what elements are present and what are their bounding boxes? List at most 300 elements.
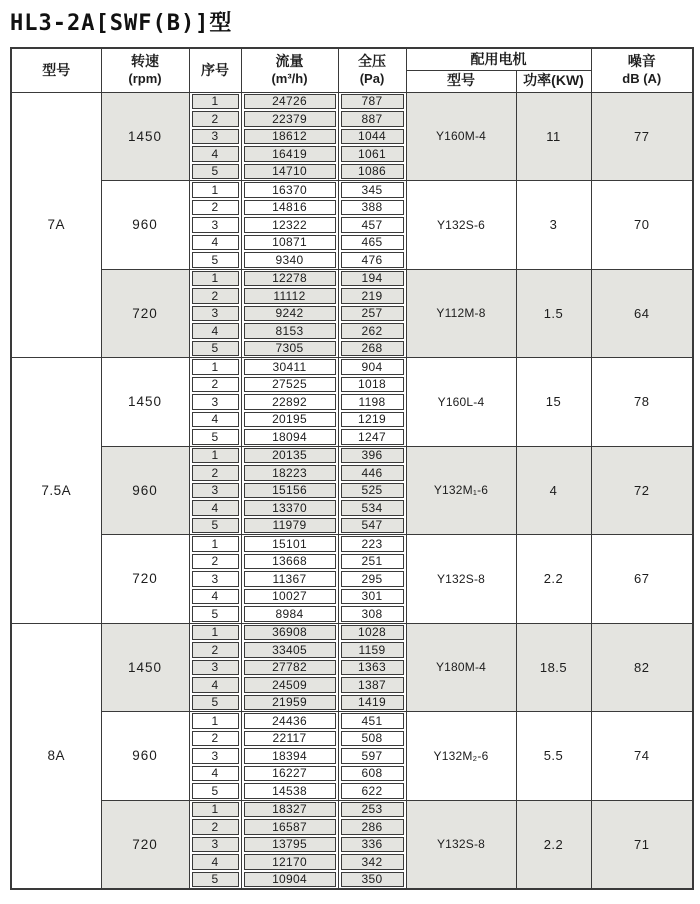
flow-cell-value: 18223 [244, 465, 336, 481]
pressure-cell [338, 128, 406, 146]
flow-cell [241, 393, 338, 411]
pressure-cell [338, 765, 406, 783]
flow-cell [241, 853, 338, 871]
header-flow-line2: (m³/h) [271, 70, 308, 86]
pressure-cell-value: 608 [341, 766, 404, 782]
pressure-cell-value: 1028 [341, 625, 404, 641]
header-pressure [338, 48, 406, 92]
pressure-cell-value: 1198 [341, 394, 404, 410]
flow-cell [241, 535, 338, 553]
header-flow [241, 48, 338, 92]
serial-cell-value: 1 [192, 448, 239, 464]
serial-cell [189, 517, 241, 535]
pressure-cell [338, 694, 406, 712]
serial-cell-value: 4 [192, 677, 239, 693]
serial-cell-value: 5 [192, 872, 239, 888]
flow-cell-value: 18094 [244, 429, 336, 445]
pressure-cell-value: 342 [341, 854, 404, 870]
pressure-cell [338, 553, 406, 571]
serial-cell [189, 393, 241, 411]
pressure-cell-value: 1247 [341, 429, 404, 445]
motor-power-cell: 5.5 [516, 712, 591, 801]
pressure-cell [338, 234, 406, 252]
serial-cell-value: 2 [192, 819, 239, 835]
flow-cell [241, 464, 338, 482]
flow-cell [241, 411, 338, 429]
pressure-cell [338, 535, 406, 553]
flow-cell [241, 322, 338, 340]
serial-cell-value: 1 [192, 359, 239, 375]
flow-cell-value: 27782 [244, 660, 336, 676]
pressure-cell-value: 1387 [341, 677, 404, 693]
pressure-cell-value: 1044 [341, 129, 404, 145]
serial-cell-value: 3 [192, 837, 239, 853]
flow-cell [241, 340, 338, 358]
flow-cell-value: 36908 [244, 625, 336, 641]
serial-cell-value: 1 [192, 182, 239, 198]
pressure-cell [338, 110, 406, 128]
flow-cell [241, 694, 338, 712]
serial-cell-value: 2 [192, 554, 239, 570]
spec-row [11, 181, 693, 199]
pressure-cell [338, 588, 406, 606]
flow-cell [241, 234, 338, 252]
noise-cell: 72 [591, 446, 693, 535]
pressure-cell-value: 1419 [341, 695, 404, 711]
pressure-cell [338, 199, 406, 217]
model-cell: 8A [11, 623, 101, 889]
pressure-cell [338, 853, 406, 871]
header-speed-line1: 转速 [131, 53, 159, 70]
header-noise-line1: 噪音 [627, 53, 656, 70]
motor-model-cell: Y112M-8 [406, 269, 516, 358]
flow-cell-value: 13370 [244, 500, 336, 516]
noise-cell: 82 [591, 623, 693, 712]
serial-cell [189, 871, 241, 890]
flow-cell [241, 199, 338, 217]
flow-cell-value: 9340 [244, 252, 336, 268]
flow-cell-value: 24726 [244, 94, 336, 110]
flow-cell [241, 747, 338, 765]
serial-cell-value: 5 [192, 252, 239, 268]
serial-cell [189, 110, 241, 128]
serial-cell [189, 712, 241, 730]
serial-cell [189, 128, 241, 146]
noise-cell: 77 [591, 92, 693, 181]
spec-row [11, 92, 693, 110]
serial-cell [189, 411, 241, 429]
pressure-cell [338, 376, 406, 394]
flow-cell-value: 15101 [244, 536, 336, 552]
pressure-cell [338, 641, 406, 659]
serial-cell [189, 251, 241, 269]
pressure-cell-value: 336 [341, 837, 404, 853]
motor-model-cell: Y132M₁-6 [406, 446, 516, 535]
flow-cell [241, 553, 338, 571]
serial-cell-value: 2 [192, 377, 239, 393]
pressure-cell-value: 597 [341, 748, 404, 764]
flow-cell-value: 16419 [244, 146, 336, 162]
flow-cell-value: 7305 [244, 341, 336, 357]
flow-cell [241, 605, 338, 623]
pressure-cell-value: 223 [341, 536, 404, 552]
serial-cell [189, 853, 241, 871]
pressure-cell [338, 340, 406, 358]
flow-cell [241, 216, 338, 234]
pressure-cell [338, 393, 406, 411]
pressure-cell [338, 605, 406, 623]
serial-cell-value: 3 [192, 394, 239, 410]
flow-cell-value: 8153 [244, 323, 336, 339]
spec-row [11, 446, 693, 464]
pressure-cell-value: 508 [341, 731, 404, 747]
pressure-cell-value: 350 [341, 872, 404, 888]
serial-cell-value: 4 [192, 589, 239, 605]
motor-model-cell: Y180M-4 [406, 623, 516, 712]
motor-model-cell: Y132S-8 [406, 800, 516, 889]
pressure-cell [338, 145, 406, 163]
spec-row [11, 800, 693, 818]
flow-cell-value: 18394 [244, 748, 336, 764]
serial-cell [189, 659, 241, 677]
pressure-cell-value: 262 [341, 323, 404, 339]
pressure-cell [338, 836, 406, 854]
header-motor-power [516, 70, 591, 92]
serial-cell [189, 499, 241, 517]
flow-cell-value: 22379 [244, 111, 336, 127]
pressure-cell [338, 800, 406, 818]
flow-cell [241, 836, 338, 854]
noise-cell: 70 [591, 181, 693, 270]
flow-cell-value: 16587 [244, 819, 336, 835]
noise-cell: 67 [591, 535, 693, 624]
pressure-cell [338, 163, 406, 181]
rpm-cell: 720 [101, 800, 189, 889]
serial-cell-value: 1 [192, 625, 239, 641]
model-cell: 7A [11, 92, 101, 358]
serial-cell [189, 145, 241, 163]
serial-cell-value: 4 [192, 500, 239, 516]
pressure-cell-value: 904 [341, 359, 404, 375]
flow-cell-value: 30411 [244, 359, 336, 375]
rpm-cell: 1450 [101, 623, 189, 712]
pressure-cell-value: 534 [341, 500, 404, 516]
flow-cell [241, 659, 338, 677]
serial-cell [189, 305, 241, 323]
serial-cell [189, 287, 241, 305]
motor-model-cell: Y160L-4 [406, 358, 516, 447]
spec-row [11, 623, 693, 641]
pressure-cell [338, 428, 406, 446]
pressure-cell-value: 301 [341, 589, 404, 605]
serial-cell [189, 269, 241, 287]
flow-cell [241, 482, 338, 500]
pressure-cell [338, 464, 406, 482]
header-noise-line2: dB (A) [622, 70, 662, 86]
pressure-cell-value: 787 [341, 94, 404, 110]
pressure-cell-value: 396 [341, 448, 404, 464]
flow-cell [241, 358, 338, 376]
header-motor-group [406, 48, 591, 70]
serial-cell-value: 2 [192, 465, 239, 481]
motor-model-cell: Y132M₂-6 [406, 712, 516, 801]
motor-power-cell: 1.5 [516, 269, 591, 358]
pressure-cell-value: 1159 [341, 642, 404, 658]
flow-cell-value: 12170 [244, 854, 336, 870]
serial-cell-value: 5 [192, 606, 239, 622]
flow-cell [241, 145, 338, 163]
spec-row [11, 712, 693, 730]
flow-cell-value: 27525 [244, 377, 336, 393]
serial-cell-value: 3 [192, 306, 239, 322]
serial-cell-value: 4 [192, 412, 239, 428]
flow-cell-value: 13668 [244, 554, 336, 570]
pressure-cell-value: 1086 [341, 164, 404, 180]
pressure-cell [338, 570, 406, 588]
flow-cell-value: 24436 [244, 713, 336, 729]
serial-cell-value: 2 [192, 111, 239, 127]
serial-cell-value: 1 [192, 536, 239, 552]
flow-cell [241, 499, 338, 517]
flow-cell-value: 21959 [244, 695, 336, 711]
page-title: HL3-2A[SWF(B)]型 [10, 11, 233, 36]
serial-cell [189, 92, 241, 110]
flow-cell-value: 10871 [244, 235, 336, 251]
pressure-cell [338, 623, 406, 641]
serial-cell-value: 1 [192, 94, 239, 110]
motor-power-cell: 4 [516, 446, 591, 535]
motor-power-cell: 3 [516, 181, 591, 270]
serial-cell-value: 3 [192, 660, 239, 676]
header-motor-model [406, 70, 516, 92]
pressure-cell-value: 388 [341, 200, 404, 216]
serial-cell-value: 2 [192, 731, 239, 747]
flow-cell-value: 11979 [244, 518, 336, 534]
header-motor-power-label: 功率(KW) [523, 72, 584, 89]
flow-cell [241, 376, 338, 394]
pressure-cell-value: 257 [341, 306, 404, 322]
serial-cell-value: 5 [192, 518, 239, 534]
serial-cell [189, 765, 241, 783]
flow-cell [241, 428, 338, 446]
spec-row [11, 269, 693, 287]
flow-cell [241, 871, 338, 890]
header-model [11, 48, 101, 92]
serial-cell-value: 5 [192, 341, 239, 357]
pressure-cell [338, 482, 406, 500]
serial-cell-value: 4 [192, 235, 239, 251]
flow-cell-value: 16227 [244, 766, 336, 782]
motor-model-cell: Y160M-4 [406, 92, 516, 181]
serial-cell [189, 818, 241, 836]
serial-cell [189, 588, 241, 606]
serial-cell-value: 2 [192, 642, 239, 658]
flow-cell-value: 22892 [244, 394, 336, 410]
serial-cell-value: 3 [192, 217, 239, 233]
motor-power-cell: 15 [516, 358, 591, 447]
pressure-cell-value: 446 [341, 465, 404, 481]
flow-cell-value: 33405 [244, 642, 336, 658]
pressure-cell-value: 1219 [341, 412, 404, 428]
pressure-cell [338, 782, 406, 800]
header-speed [101, 48, 189, 92]
flow-cell [241, 730, 338, 748]
flow-cell-value: 14538 [244, 783, 336, 799]
serial-cell [189, 340, 241, 358]
flow-cell [241, 712, 338, 730]
header-flow-line1: 流量 [275, 53, 304, 70]
flow-cell-value: 11112 [244, 288, 336, 304]
pressure-cell [338, 251, 406, 269]
flow-cell-value: 14710 [244, 164, 336, 180]
serial-cell-value: 5 [192, 783, 239, 799]
flow-cell [241, 305, 338, 323]
pressure-cell-value: 1363 [341, 660, 404, 676]
flow-cell [241, 163, 338, 181]
serial-cell [189, 464, 241, 482]
header-motor-model-label: 型号 [447, 72, 475, 89]
flow-cell [241, 287, 338, 305]
serial-cell-value: 1 [192, 802, 239, 818]
spec-table-body [11, 92, 693, 889]
flow-cell-value: 22117 [244, 731, 336, 747]
flow-cell [241, 623, 338, 641]
serial-cell [189, 836, 241, 854]
pressure-cell-value: 295 [341, 571, 404, 587]
rpm-cell: 960 [101, 181, 189, 270]
motor-model-cell: Y132S-8 [406, 535, 516, 624]
flow-cell-value: 8984 [244, 606, 336, 622]
rpm-cell: 720 [101, 269, 189, 358]
pressure-cell [338, 712, 406, 730]
pressure-cell [338, 269, 406, 287]
pressure-cell-value: 887 [341, 111, 404, 127]
fan-spec-table [10, 47, 694, 890]
motor-power-cell: 2.2 [516, 535, 591, 624]
serial-cell-value: 3 [192, 748, 239, 764]
motor-power-cell: 18.5 [516, 623, 591, 712]
flow-cell-value: 15156 [244, 483, 336, 499]
serial-cell [189, 641, 241, 659]
flow-cell-value: 16370 [244, 182, 336, 198]
flow-cell-value: 10904 [244, 872, 336, 888]
flow-cell-value: 14816 [244, 200, 336, 216]
flow-cell [241, 181, 338, 199]
pressure-cell [338, 676, 406, 694]
serial-cell-value: 4 [192, 146, 239, 162]
pressure-cell [338, 322, 406, 340]
serial-cell [189, 747, 241, 765]
serial-cell [189, 163, 241, 181]
serial-cell-value: 4 [192, 323, 239, 339]
pressure-cell [338, 730, 406, 748]
serial-cell [189, 482, 241, 500]
pressure-cell-value: 268 [341, 341, 404, 357]
flow-cell-value: 9242 [244, 306, 336, 322]
flow-cell [241, 251, 338, 269]
flow-cell [241, 128, 338, 146]
serial-cell-value: 2 [192, 200, 239, 216]
noise-cell: 78 [591, 358, 693, 447]
pressure-cell-value: 251 [341, 554, 404, 570]
flow-cell-value: 10027 [244, 589, 336, 605]
motor-model-cell: Y132S-6 [406, 181, 516, 270]
flow-cell-value: 12278 [244, 271, 336, 287]
flow-cell [241, 269, 338, 287]
serial-cell-value: 3 [192, 129, 239, 145]
pressure-cell-value: 345 [341, 182, 404, 198]
serial-cell [189, 676, 241, 694]
pressure-cell-value: 451 [341, 713, 404, 729]
flow-cell [241, 800, 338, 818]
pressure-cell [338, 92, 406, 110]
serial-cell [189, 694, 241, 712]
pressure-cell [338, 305, 406, 323]
serial-cell-value: 5 [192, 695, 239, 711]
serial-cell [189, 570, 241, 588]
flow-cell-value: 13795 [244, 837, 336, 853]
serial-cell [189, 216, 241, 234]
serial-cell [189, 605, 241, 623]
pressure-cell [338, 871, 406, 890]
flow-cell-value: 18612 [244, 129, 336, 145]
serial-cell-value: 4 [192, 854, 239, 870]
flow-cell [241, 676, 338, 694]
pressure-cell-value: 1061 [341, 146, 404, 162]
flow-cell [241, 92, 338, 110]
header-motor-group-label: 配用电机 [470, 50, 527, 67]
serial-cell-value: 3 [192, 483, 239, 499]
noise-cell: 64 [591, 269, 693, 358]
flow-cell [241, 641, 338, 659]
rpm-cell: 960 [101, 446, 189, 535]
flow-cell [241, 818, 338, 836]
header-speed-line2: (rpm) [128, 70, 162, 86]
serial-cell [189, 535, 241, 553]
serial-cell [189, 322, 241, 340]
serial-cell [189, 358, 241, 376]
pressure-cell [338, 659, 406, 677]
pressure-cell-value: 622 [341, 783, 404, 799]
pressure-cell-value: 525 [341, 483, 404, 499]
serial-cell [189, 181, 241, 199]
flow-cell-value: 12322 [244, 217, 336, 233]
serial-cell [189, 428, 241, 446]
serial-cell [189, 446, 241, 464]
rpm-cell: 960 [101, 712, 189, 801]
header-noise [591, 48, 693, 92]
header-pressure-line2: (Pa) [359, 70, 385, 86]
flow-cell [241, 570, 338, 588]
header-pressure-line1: 全压 [358, 53, 386, 70]
rpm-cell: 1450 [101, 92, 189, 181]
pressure-cell [338, 358, 406, 376]
pressure-cell-value: 465 [341, 235, 404, 251]
serial-cell-value: 2 [192, 288, 239, 304]
serial-cell-value: 4 [192, 766, 239, 782]
pressure-cell-value: 476 [341, 252, 404, 268]
pressure-cell-value: 219 [341, 288, 404, 304]
pressure-cell [338, 446, 406, 464]
motor-power-cell: 2.2 [516, 800, 591, 889]
header-serial [189, 48, 241, 92]
flow-cell [241, 517, 338, 535]
header-serial-label: 序号 [201, 61, 229, 78]
serial-cell [189, 800, 241, 818]
serial-cell [189, 782, 241, 800]
flow-cell-value: 18327 [244, 802, 336, 818]
noise-cell: 71 [591, 800, 693, 889]
